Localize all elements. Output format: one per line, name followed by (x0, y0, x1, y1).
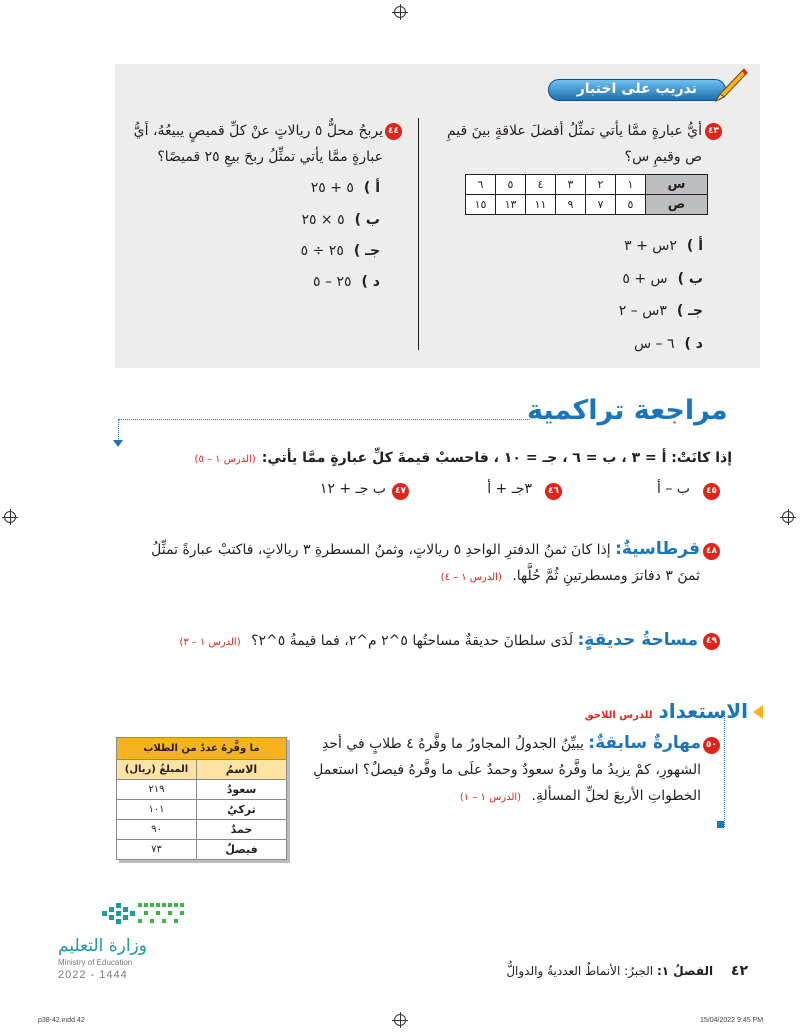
registration-mark-left (4, 511, 16, 523)
column-divider (418, 118, 419, 350)
table-cell: سعودٌ (197, 780, 287, 800)
section-title-review: مراجعة تراكمية (527, 395, 728, 426)
table-cell: ٩٠ (117, 820, 197, 840)
question-48 (125, 536, 700, 591)
review-item-45: ب – أ (657, 481, 690, 497)
pencil-icon (714, 67, 748, 103)
option-letter: جـ ) (353, 243, 380, 259)
triangle-marker-icon (753, 705, 763, 719)
answer-option[interactable] (622, 271, 703, 287)
page-number: ٤٢ (730, 963, 748, 979)
option-text: ٥ + ٢٥ (310, 180, 354, 196)
table-cell: ٥ (616, 195, 646, 215)
question-49-label: مساحةُ حديقةٍ: (577, 630, 698, 650)
test-practice-panel (115, 64, 760, 368)
table-row (466, 175, 708, 195)
section-end-marker (717, 821, 724, 828)
table-cell: ٦ (466, 175, 496, 195)
preparation-subtitle: للدرس اللاحق (584, 710, 653, 721)
table-cell: ٣ (556, 175, 586, 195)
table-caption-row (117, 738, 287, 760)
lesson-reference: (الدرس ١ – ٤) (440, 572, 502, 583)
footer-chapter (506, 963, 748, 979)
ministry-name-arabic: وزارة التعليم (58, 936, 147, 956)
print-file-label: p38-42.indd 42 (38, 1017, 85, 1024)
question-43-text: أيُّ عبارةٍ ممَّا يأتي تمثِّلُ أفضلَ علاقةٍ بينَ قيمِ ص وقيمِ س؟ (446, 123, 702, 165)
review-instruction-text: إذا كانَتْ: أ = ٣ ، ب = ٦ ، جـ = ١٠ ، فاحسبْ قيمةَ كلِّ عبارةٍ ممَّا يأتي: (261, 450, 732, 466)
question-50 (296, 730, 701, 811)
answer-option[interactable] (301, 212, 380, 228)
option-text: ٥ × ٢٥ (301, 212, 345, 228)
question-number-badge: ٤٤ (385, 123, 402, 140)
option-text: س + ٥ (622, 271, 668, 287)
table-header-row (117, 760, 287, 780)
lesson-reference: (الدرس ١ – ١) (459, 792, 522, 803)
option-text: ٢٥ ÷ ٥ (300, 243, 344, 259)
table-cell: ٥ (496, 175, 526, 195)
table-cell: ٤ (526, 175, 556, 195)
question-49 (179, 627, 698, 656)
option-text: ٢٥ – ٥ (313, 274, 352, 290)
savings-table (116, 737, 287, 860)
question-49-text: لَدَى سلطانَ حديقةٌ مساحتُها ٥^٢ م^٢، فما قيمةُ ٥^٢؟ (251, 633, 574, 649)
edition-year: 2022 - 1444 (58, 969, 128, 981)
test-practice-title: تدريب على اختبار (576, 81, 697, 97)
question-number-badge: ٤٥ (703, 483, 720, 500)
question-44-text: يربحُ محلٌّ ٥ ريالاتٍ عنْ كلِّ قميصٍ يبيعُهُ، أيُّ عبارةٍ ممَّا يأتي تمثِّلُ ربحَ بيعِ ٢٥ قميصًا؟ (133, 123, 383, 165)
answer-option[interactable] (301, 243, 380, 259)
answer-option[interactable] (619, 303, 703, 319)
option-letter: ب ) (677, 271, 703, 287)
option-text: ٢س + ٣ (624, 238, 677, 254)
table-cell: ١٥ (466, 195, 496, 215)
table-row (117, 820, 287, 840)
option-letter: أ ) (686, 238, 703, 254)
table-header-y: ص (646, 195, 708, 215)
table-caption: ما وفَّرهُ عددٌ من الطلاب (117, 738, 287, 760)
registration-mark-bottom (394, 1014, 406, 1026)
table-cell: ٢١٩ (117, 780, 197, 800)
table-row (117, 780, 287, 800)
question-number-badge: ٤٣ (705, 123, 722, 140)
table-cell: ١٣ (496, 195, 526, 215)
option-text: ٣س – ٢ (618, 303, 667, 319)
question-48-label: قرطاسيةٌ: (615, 539, 700, 559)
table-cell: ٩ (556, 195, 586, 215)
ministry-name-english: Ministry of Education (58, 958, 133, 967)
table-row (466, 195, 708, 215)
test-practice-banner (548, 67, 748, 103)
table-row (117, 840, 287, 860)
table-row (117, 800, 287, 820)
lesson-reference: (الدرس ١ – ٥) (194, 454, 256, 465)
table-cell: تركيٌ (197, 800, 287, 820)
column-header-amount: المبلغُ (ريال) (117, 760, 197, 780)
question-50-label: مهارةٌ سابقةٌ: (588, 733, 701, 753)
preparation-title: الاستعداد (658, 699, 748, 723)
print-timestamp: 15/04/2022 9:45 PM (700, 1017, 764, 1024)
registration-mark-top (394, 6, 406, 18)
question-number-badge: ٥٠ (703, 737, 720, 754)
answer-option[interactable] (311, 180, 380, 196)
answer-option[interactable] (313, 274, 380, 290)
table-cell: ٢ (586, 175, 616, 195)
xy-value-table (465, 174, 708, 215)
option-letter: ب ) (354, 212, 380, 228)
question-number-badge: ٤٦ (545, 483, 562, 500)
chapter-title: الجبرُ: الأنماطُ العدديةُ والدوالُّ (506, 964, 654, 978)
lesson-reference: (الدرس ١ – ٣) (179, 637, 241, 648)
table-cell: ١٠١ (117, 800, 197, 820)
question-number-badge: ٤٩ (703, 633, 720, 650)
review-item-46: ٣جـ + أ (487, 481, 532, 497)
chapter-label: الفصلُ ١: (656, 964, 714, 978)
table-header-x: س (646, 175, 708, 195)
table-cell: ٧٣ (117, 840, 197, 860)
question-number-badge: ٤٨ (703, 543, 720, 560)
table-cell: فيصلٌ (197, 840, 287, 860)
registration-mark-right (782, 511, 794, 523)
answer-option[interactable] (624, 238, 703, 254)
review-instruction (195, 450, 732, 466)
option-text: ٦ – س (634, 336, 675, 352)
table-cell: ١ (616, 175, 646, 195)
table-cell: حمدٌ (197, 820, 287, 840)
question-50-text: يبيِّنُ الجدولُ المجاورُ ما وفَّرهُ ٤ طلابٍ في أحدِ الشهورِ، كمْ يزيدُ ما وفَّرهُ سعودٌ وحمدٌ علَى ما وفَّرهُ فيصلٌ؟ استعملِ الخطواتِ الأربعَ لحلِّ المسألةِ. (313, 736, 701, 804)
option-letter: جـ ) (676, 303, 703, 319)
question-number-badge: ٤٧ (392, 483, 409, 500)
ministry-logo-icon (100, 897, 190, 933)
option-letter: د ) (684, 336, 703, 352)
review-item-47: ب جـ + ١٢ (319, 481, 386, 497)
arrow-down-icon (113, 440, 123, 447)
section-divider-line (118, 419, 530, 443)
question-48-text: إذا كانَ ثمنُ الدفترِ الواحدِ ٥ ريالاتٍ، وثمنُ المسطرةِ ٣ ريالاتٍ، فاكتبْ عبارةً تمثِّلُ ثمنَ ٣ دفاترَ ومسطرتينِ ثُمَّ حُلَّها. (151, 542, 700, 584)
answer-option[interactable] (634, 336, 703, 352)
column-header-name: الاسمُ (197, 760, 287, 780)
option-letter: أ ) (363, 180, 380, 196)
section-divider-line (724, 712, 725, 827)
table-cell: ٧ (586, 195, 616, 215)
option-letter: د ) (361, 274, 380, 290)
table-cell: ١١ (526, 195, 556, 215)
